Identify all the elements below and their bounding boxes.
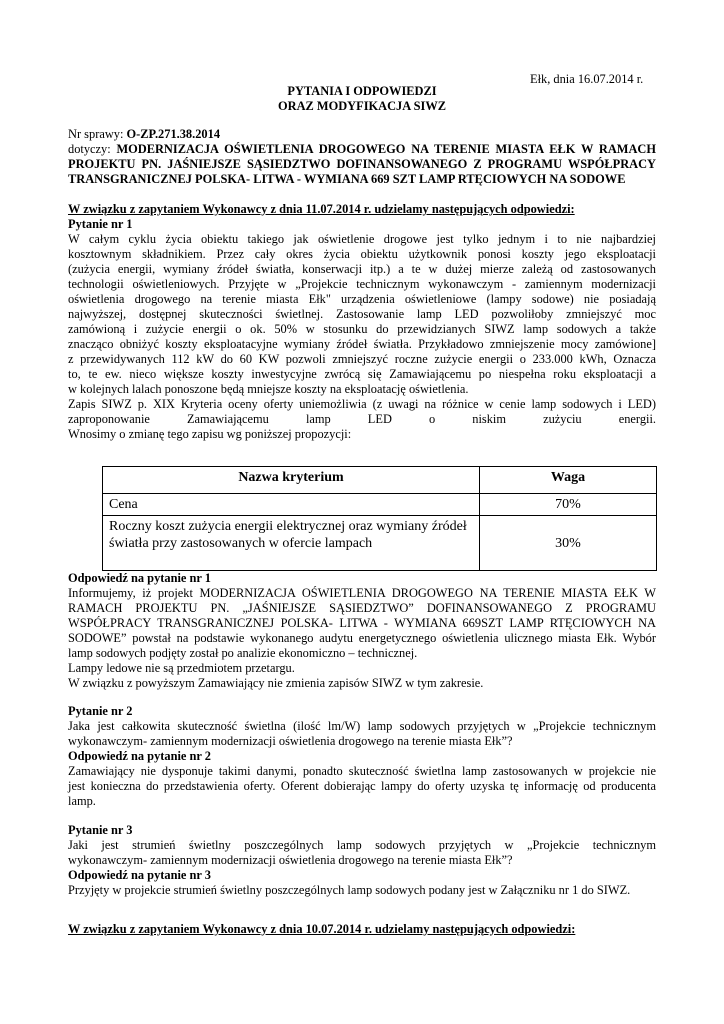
criteria-table-header [103,467,657,494]
answer-1-title: Odpowiedź na pytanie nr 1 [68,571,211,585]
document-date: Ełk, dnia 16.07.2014 r. [530,72,644,86]
criterion-name: Roczny koszt zużycia energii elektrycznej oraz wymiany źródeł światła przy zastosowanych w ofercie lampach [103,516,480,571]
answer-3-body [68,883,656,898]
text-line: znacząco obniżyć koszty eksploatacyjne wymiany źródeł światła. Przykładowo zmniejszenie mocy zamówione] [68,337,656,351]
text-line: Jaki jest strumień świetlny poszczególnych lamp sodowych przyjętych w „Projekcie technicznym [68,838,656,852]
text-line: to, te ew. nieco większe koszty inwestycyjne zwrócą się Zamawiającemu po niespełna roku eksploatacji a [68,367,656,381]
text-line: zamówioną i zużycie energii o ok. 50% w stosunku do przewidzianych SIWZ lamp sodowych a także [68,322,656,336]
question-2 [68,704,656,809]
subject-label: dotyczy: [68,142,117,156]
column-name-header: Nazwa kryterium [103,467,480,494]
text-line: wykonawczym- zamiennym modernizacji oświetlenia drogowego na terenie miasta Ełk”? [68,734,513,748]
case-number-label: Nr sprawy: [68,127,127,141]
criteria-table [102,466,657,571]
question-1-body [68,232,656,442]
table-row [103,494,657,516]
text-line: z przewidywanych 112 kW do 60 KW pozwoli zmniejszyć roczne zużycie energii o 233.000 kWh, Oznacza [68,352,656,366]
section-2 [68,922,656,937]
section-1 [68,202,656,442]
column-weight-header: Waga [480,467,657,494]
criterion-weight: 70% [480,494,657,516]
text-line: jest konieczna do przedstawienia oferty. Oferent dobierając lampy do oferty uzyska tę informację od producenta [68,779,656,793]
criterion-name: Cena [103,494,480,516]
text-line: Zamawiający nie dysponuje takimi danymi, ponadto skuteczność świetlna lamp zastosowanych w projekcie nie [68,764,656,778]
text-line: Jaka jest całkowita skuteczność świetlna (ilość lm/W) lamp sodowych przyjętych w „Projekcie technicznym [68,719,656,733]
text-line: najwyższej, dostępnej skuteczności świetlnej. Zastosowanie lamp LED pozwoliłoby zmniejszyć moc [68,307,656,321]
subject-line-3: TRANSGRANICZNEJ POLSKA- LITWA - WYMIANA 669 SZT LAMP RTĘCIOWYCH NA SODOWE [68,172,626,186]
text-line: zaproponowanie Zamawiającemu lamp LED o niskim zużyciu energii. [68,412,656,426]
subject-line-1 [68,142,656,157]
question-3 [68,823,656,898]
text-line: wykonawczym- zamiennym modernizacji oświetlenia drogowego na terenie miasta Ełk”? [68,853,513,867]
criterion-weight: 30% [480,516,657,571]
case-number-line [68,127,656,142]
text-line: SODOWE” powstał na podstawie wykonanego audytu energetycznego oświetlenia ulicznego miasta Ełk. Wybór [68,631,656,645]
text-line: lamp sodowych podjęty został po analizie ekonomiczno – technicznej. [68,646,418,660]
text-line: technologii oświetleniowych. Przyjęte w „Projekcie technicznym wykonawczym - zamiennym modernizacji [68,277,656,291]
text-line: Lampy ledowe nie są przedmiotem przetargu. [68,661,295,675]
title-line-1: PYTANIA I ODPOWIEDZI [287,84,437,98]
table-row [103,516,657,571]
answer-1-body [68,586,656,691]
text-line: W całym cyklu życia obiektu takiego jak oświetlenie drogowe jest tylko jednym i to nie najbardziej [68,232,656,246]
subject-text-1: MODERNIZACJA OŚWIETLENIA DROGOWEGO NA TERENIE MIASTA EŁK W RAMACH [116,142,656,156]
case-number: O-ZP.271.38.2014 [126,127,221,141]
answer-2-body [68,764,656,809]
text-line: Wnosimy o zmianę tego zapisu wg poniższej propozycji: [68,427,352,441]
question-2-body [68,719,656,749]
answer-3-title: Odpowiedź na pytanie nr 3 [68,868,211,882]
document-title [0,84,724,114]
question-2-title: Pytanie nr 2 [68,704,133,718]
text-line: (zużycia energii, wymiany źródeł światła, konserwacji itp.) a te w dużej mierze zależą od zastosowanych [68,262,656,276]
answer-2-title: Odpowiedź na pytanie nr 2 [68,749,211,763]
question-3-title: Pytanie nr 3 [68,823,133,837]
text-line: WSPÓŁPRACY TRANSGRANICZNEJ POLSKA- LITWA - WYMIANA 669SZT LAMP RTĘCIOWYCH NA [68,616,656,630]
answer-1 [68,571,656,691]
text-line: oświetlenia drogowego na terenie miasta Ełk" urządzenia oświetleniowe (lampy sodowe) nie posiadają [68,292,656,306]
title-line-2: ORAZ MODYFIKACJA SIWZ [278,99,446,113]
text-line: RAMACH PROJEKTU PN. „JAŚNIEJSZE SĄSIEDZTWO” DOFINANSOWANEGO Z PROGRAMU [68,601,656,615]
question-3-body [68,838,656,868]
question-1-title: Pytanie nr 1 [68,217,133,231]
section-2-heading: W związku z zapytaniem Wykonawcy z dnia 10.07.2014 r. udzielamy następujących odpowiedzi: [68,922,576,936]
text-line: lamp. [68,794,96,808]
subject-line-2: PROJEKTU PN. JAŚNIEJSZE SĄSIEDZTWO DOFINANSOWANEGO Z PROGRAMU WSPÓŁPRACY [68,157,656,171]
text-line: W związku z powyższym Zamawiający nie zmienia zapisów SIWZ w tym zakresie. [68,676,484,690]
text-line: Zapis SIWZ p. XIX Kryteria oceny oferty uniemożliwia (z uwagi na różnice w cenie lamp sodowych i LED) [68,397,656,411]
section-1-heading: W związku z zapytaniem Wykonawcy z dnia 11.07.2014 r. udzielamy następujących odpowiedzi: [68,202,575,216]
text-line: kosztownym składnikiem. Przez cały okres życia obiektu użytkownik ponosi koszty jego eksploatacji [68,247,656,261]
case-info [68,127,656,187]
text-line: Informujemy, iż projekt MODERNIZACJA OŚWIETLENIA DROGOWEGO NA TERENIE MIASTA EŁK W [68,586,656,600]
text-line: w kolejnych lalach ponoszone będą mniejsze koszty na eksploatację oświetlenia. [68,382,469,396]
text-line: Przyjęty w projekcie strumień świetlny poszczególnych lamp sodowych podany jest w Załączniku nr 1 do SIWZ. [68,883,631,897]
